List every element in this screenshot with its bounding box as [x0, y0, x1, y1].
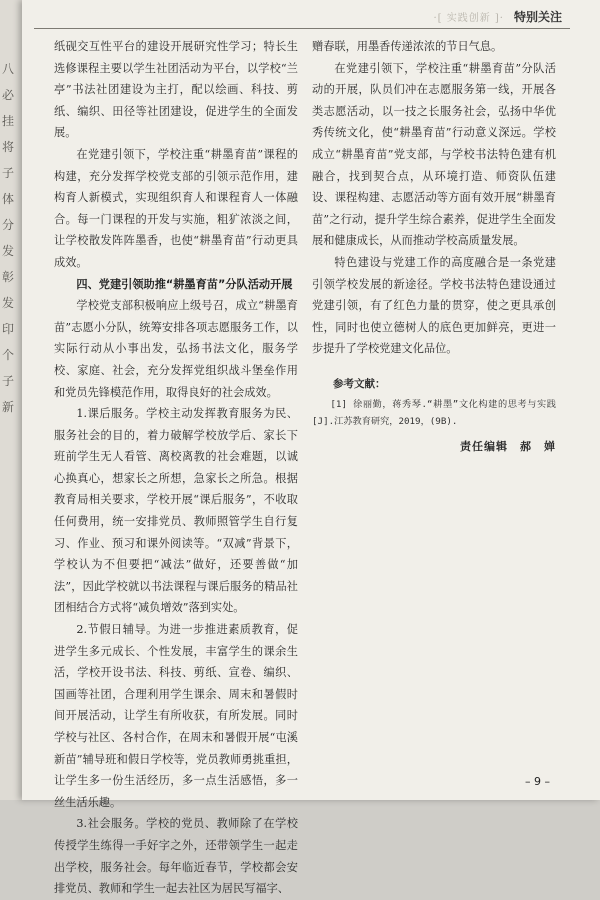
- left-column: [54, 36, 298, 900]
- paragraph: 特色建设与党建工作的高度融合是一条党建引领学校发展的新途径。学校书法特色建设通过党建引领，有了红色力量的贯穿，使之更具承创性，同时也使立德树人的底色更加鲜亮，更进一步提升了学校党建文化品位。: [312, 255, 556, 356]
- responsible-editor: 责任编辑 郝 婵: [460, 439, 556, 453]
- paragraph: 1.课后服务。学校主动发挥教育服务为民、服务社会的目的，着力破解学校放学后、家长下班前学生无人看管、离校离教的社会难题，以诚心换真心，想家长之所想，急家长之所急。根据教育局相关要求，学校开展“课后服务”，不收取任何费用，统一安排党员、教师照管学生自行复习、作业、预习和课外阅读等。“双减”背景下，学校认为不但要把“减法”做好，还要善做“加法”，因此学校就以书法课程与课后服务的精品社团相结合方式将“减负增效”落到实处。: [54, 407, 298, 615]
- references-title: 参考文献：: [333, 377, 386, 390]
- paragraph: 赠春联，用墨香传递浓浓的节日气息。: [312, 40, 503, 53]
- adjacent-page-edge: [0, 0, 22, 800]
- header-faint-label: ·[ 实践创新 ]·: [433, 13, 504, 24]
- paragraph: 在党建引领下，学校注重“耕墨育苗”课程的构建，充分发挥学校党支部的引领示范作用，建构育人新模式，实现组织育人和课程育人一体融合。每一门课程的开发与实施，粗犷浓淡之间，让学校散发阵阵墨香，也使“耕墨育苗”行动更具成效。: [54, 147, 298, 269]
- paragraph: 纸砚交互性平台的建设开展研究性学习；特长生选修课程主要以学生社团活动为平台，以学校“兰亭”书法社团建设为主打，配以绘画、科技、剪纸、编织、田径等社团建设，促进学生的全面发展。: [54, 40, 298, 140]
- section-heading: 四、党建引领助推“耕墨育苗”分队活动开展: [76, 277, 293, 291]
- paragraph: 3.社会服务。学校的党员、教师除了在学校传授学生练得一手好字之外，还带领学生一起走出学校，服务社会。每年临近春节，学校都会安排党员、教师和学生一起去社区为居民写福字、: [54, 817, 298, 896]
- paragraph: 学校党支部积极响应上级号召，成立“耕墨育苗”志愿小分队，统筹安排各项志愿服务工作，以实际行动从小事出发，弘扬书法文化，服务学校、家庭、社会，充分发挥党组织战斗堡垒作用和党员先锋模范作用，取得良好的社会成效。: [54, 299, 298, 399]
- paragraph: 2.节假日辅导。为进一步推进素质教育，促进学生多元成长、个性发展，丰富学生的课余生活，学校开设书法、科技、剪纸、宣卷、编织、国画等社团，合理利用学生课余、周末和暑假时间开展活动，让学生有所收获，有所发展。同时学校与社区、各村合作，在周末和暑假开展“屯溪新苗”辅导班和假日学校等，党员教师勇挑重担，让学生多一份生活经历，多一点生活感悟，多一丝生活乐趣。: [54, 623, 298, 809]
- reference-item: [1] 徐丽勤，蒋秀琴.“耕墨”文化构建的思考与实践[J].江苏教育研究，2019，(9B).: [312, 398, 556, 427]
- page-header: [433, 8, 562, 25]
- section-title: 特别关注: [513, 10, 562, 24]
- page-number: – 9 –: [525, 775, 550, 788]
- magazine-page: [22, 0, 600, 896]
- references-list: [312, 396, 556, 430]
- header-rule: [34, 28, 570, 29]
- right-column: [312, 36, 556, 457]
- paragraph: 在党建引领下，学校注重“耕墨育苗”分队活动的开展，队员们冲在志愿服务第一线，开展各类志愿活动，以一技之长服务社会，弘扬中华优秀传统文化，使“耕墨育苗”行动意义深远。学校成立“耕墨育苗”党支部，与学校书法特色建有机融合，找到契合点，从环境打造、师资队伍建设、课程构建、志愿活动等方面有效开展“耕墨育苗”之行动，提升学生综合素养，促进学生全面发展和健康成长，从而推动学校高质量发展。: [312, 61, 556, 248]
- adjacent-page-text: 八必挂将子体分发彰发印个子新: [2, 62, 15, 414]
